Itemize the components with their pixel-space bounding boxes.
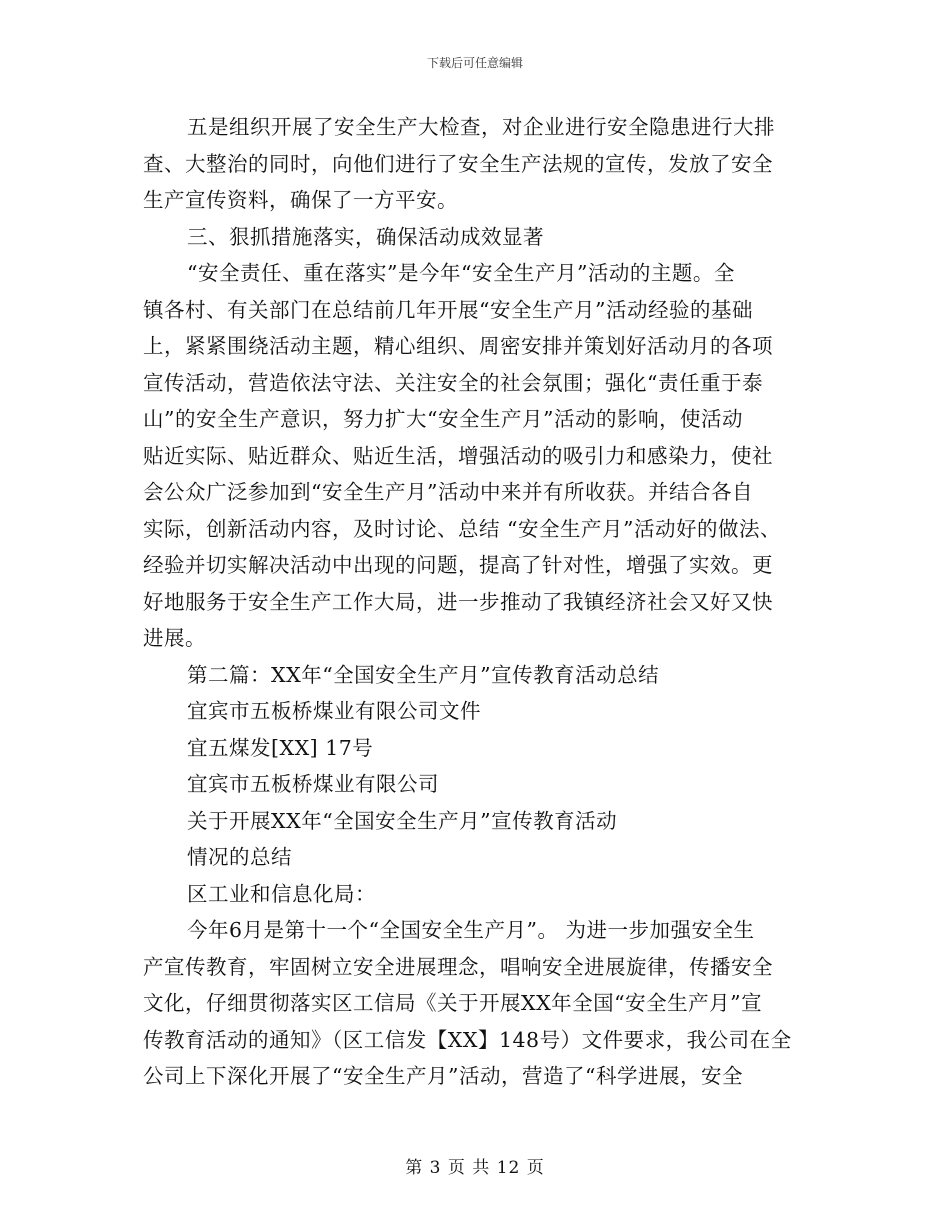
text-line: 公司上下深化开展了“安全生产月”活动，营造了“科学进展，安全 <box>143 1064 743 1088</box>
text-line: 上，紧紧围绕活动主题，精心组织、周密安排并策划好活动月的各项 <box>143 334 773 358</box>
text-line: 传教育活动的通知》（区工信发【XX】148号）文件要求，我公司在全 <box>143 1027 792 1052</box>
text-line: 镇各村、有关部门在总结前几年开展“安全生产月”活动经验的基础 <box>143 297 753 322</box>
text-line: 进展。 <box>143 626 206 650</box>
text-line: 区工业和信息化局： <box>187 881 376 906</box>
text-line: 产宣传教育，牢固树立安全进展理念，唱响安全进展旋律，传播安全 <box>143 954 773 979</box>
text-line: 贴近实际、贴近群众、贴近生活，增强活动的吸引力和感染力，使社 <box>143 443 773 468</box>
text-line: 第二篇：XX年“全国安全生产月”宣传教育活动总结 <box>187 662 660 687</box>
text-line: 经验并切实解决活动中出现的问题，提高了针对性，增强了实效。更 <box>143 553 773 577</box>
text-line: 实际，创新活动内容，及时讨论、总结 “安全生产月”活动好的做法、 <box>143 516 781 541</box>
page-header-note: 下载后可任意编辑 <box>426 56 523 70</box>
text-line: 情况的总结 <box>187 845 292 869</box>
text-line: 宜宾市五板桥煤业有限公司 <box>187 772 439 796</box>
text-line: 查、大整治的同时，向他们进行了安全生产法规的宣传，发放了安全 <box>143 151 773 176</box>
page-footer: 第 3 页 共 12 页 <box>405 1158 545 1178</box>
text-line: “安全责任、重在落实”是今年“安全生产月”活动的主题。全 <box>187 261 735 285</box>
text-line: 山”的安全生产意识，努力扩大“安全生产月”活动的影响，使活动 <box>143 407 743 431</box>
text-line: 会公众广泛参加到“安全生产月”活动中来并有所收获。并结合各自 <box>143 480 753 504</box>
text-line: 文化，仔细贯彻落实区工信局《关于开展XX年全国“安全生产月”宣 <box>143 991 763 1015</box>
text-line: 生产宣传资料，确保了一方平安。 <box>143 188 458 212</box>
text-line: 宜五煤发[XX] 17号 <box>187 735 374 760</box>
text-line: 今年6月是第十一个“全国安全生产月”。 为进一步加强安全生 <box>187 918 755 942</box>
text-line: 五是组织开展了安全生产大检查，对企业进行安全隐患进行大排 <box>187 115 775 139</box>
text-line: 关于开展XX年“全国安全生产月”宣传教育活动 <box>187 808 618 833</box>
text-line: 三、狠抓措施落实，确保活动成效显著 <box>187 224 544 249</box>
text-line: 宣传活动，营造依法守法、关注安全的社会氛围；强化“责任重于泰 <box>143 370 763 395</box>
document-body <box>143 109 823 1095</box>
text-line: 好地服务于安全生产工作大局，进一步推动了我镇经济社会又好又快 <box>143 589 773 614</box>
text-line: 宜宾市五板桥煤业有限公司文件 <box>187 699 481 723</box>
